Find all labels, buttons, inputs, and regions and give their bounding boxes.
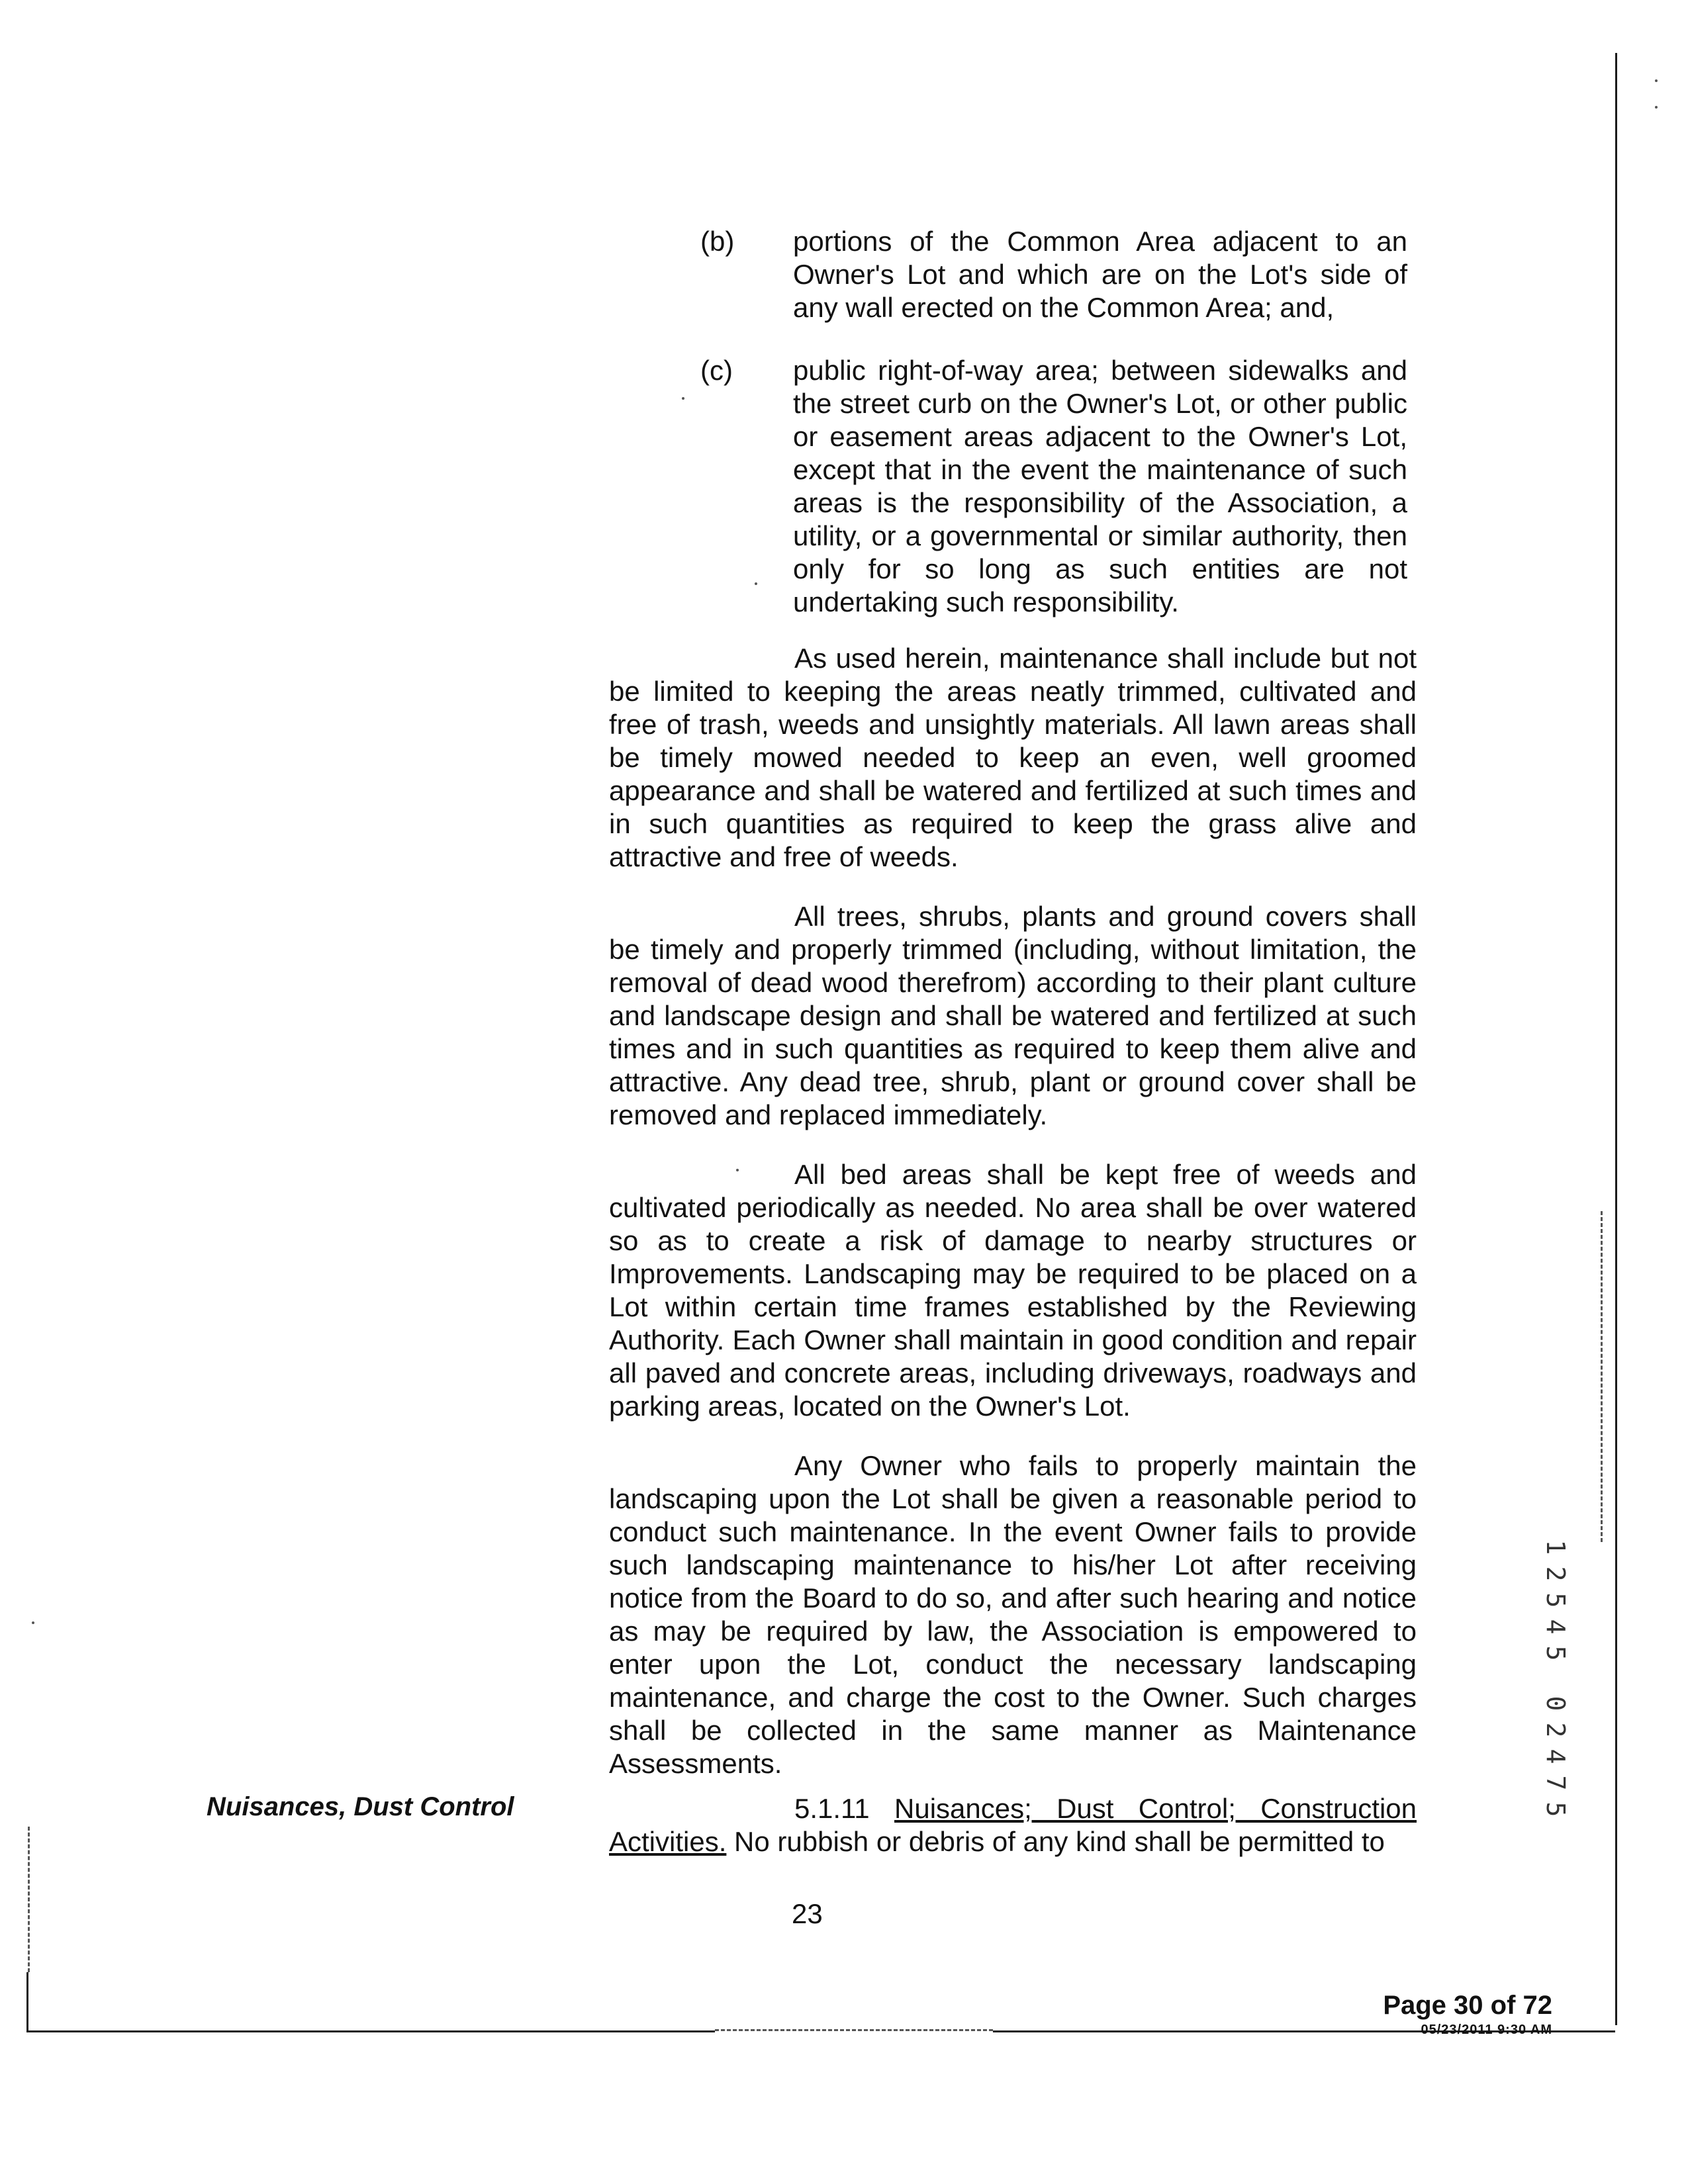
scan-border-right bbox=[1615, 53, 1617, 2025]
stamp-digit: 0 bbox=[1541, 1696, 1570, 1711]
scan-border-bottom bbox=[26, 2030, 715, 2032]
scan-speck bbox=[682, 397, 684, 400]
paragraph-maintenance-definition bbox=[609, 642, 1417, 874]
section-5-1-11 bbox=[609, 1792, 1417, 1858]
stamp-digit: 1 bbox=[1541, 1539, 1570, 1555]
list-item-label: (c) bbox=[700, 355, 733, 386]
list-item-text: portions of the Common Area adjacent to an Owner's Lot and which are on the Lot's side of any wall erected on the Common Area; and, bbox=[793, 226, 1407, 323]
stamp-digit: 5 bbox=[1541, 1801, 1570, 1817]
stamp-digit: 4 bbox=[1541, 1619, 1570, 1635]
paragraph-owner-failure bbox=[609, 1449, 1417, 1780]
scan-border-left bbox=[26, 1972, 28, 2032]
scan-speck bbox=[1655, 106, 1658, 109]
paragraph-text: All trees, shrubs, plants and ground covers shall be timely and properly trimmed (including, without limitation, the removal of dead wood therefrom) according to their plant culture and landscape design and shall be watered and fertilized at such times and in such quantities as required to keep them alive and attractive. Any dead tree, shrub, plant or ground cover shall be removed and replaced immediately. bbox=[609, 901, 1417, 1130]
page-number: 23 bbox=[792, 1898, 823, 1929]
section-title: Nuisances; Dust Control; Construction Activities. bbox=[609, 1793, 1417, 1857]
scan-speck bbox=[32, 1621, 34, 1624]
list-item-text: public right-of-way area; between sidewalks and the street curb on the Owner's Lot, or other public or easement areas adjacent to the Owner's Lot, except that in the event the maintenance of such areas is the responsibility of the Association, a utility, or a governmental or similar authority, then only for so long as such entities are not undertaking such responsibility. bbox=[793, 355, 1407, 617]
scan-speck bbox=[1655, 79, 1658, 82]
paragraph-text: As used herein, maintenance shall include but not be limited to keeping the areas neatly trimmed, cultivated and free of trash, weeds and unsightly materials. All lawn areas shall be timely mowed needed to keep an even, well groomed appearance and shall be watered and fertilized at such times and in such quantities as required to keep the grass alive and attractive and free of weeds. bbox=[609, 643, 1417, 872]
recorder-timestamp: 05/23/2011 9:30 AM bbox=[1421, 2023, 1552, 2037]
stamp-digit: 2 bbox=[1541, 1566, 1570, 1582]
margin-heading: Nuisances, Dust Control bbox=[207, 1792, 514, 1821]
scan-border-left-dashed bbox=[28, 1827, 30, 1972]
paragraph-text: All bed areas shall be kept free of weeds and cultivated periodically as needed. No area shall be over watered so as to create a risk of damage to nearby structures or Improvements. Landscaping may be required to be placed on a Lot within certain time frames established by the Reviewing Authority. Each Owner shall maintain in good condition and repair all paved and concrete areas, including driveways, roadways and parking areas, located on the Owner's Lot. bbox=[609, 1159, 1417, 1422]
scan-speck bbox=[755, 582, 757, 585]
paragraph-trees-shrubs bbox=[609, 900, 1417, 1132]
stamp-digit: 5 bbox=[1541, 1592, 1570, 1608]
stamp-digit: 4 bbox=[1541, 1749, 1570, 1764]
stamp-digit: 7 bbox=[1541, 1775, 1570, 1791]
section-text: No rubbish or debris of any kind shall be permitted to bbox=[734, 1826, 1385, 1857]
recording-stamp bbox=[1539, 1534, 1572, 1823]
scan-border-bottom-dashed bbox=[715, 2029, 993, 2031]
stamp-digit: 5 bbox=[1541, 1645, 1570, 1661]
list-item-label: (b) bbox=[700, 226, 735, 257]
section-number: 5.1.11 bbox=[794, 1793, 870, 1824]
scan-border-right-dashed bbox=[1601, 1211, 1603, 1542]
recorder-page-count: Page 30 of 72 bbox=[1383, 1991, 1552, 2020]
paragraph-bed-areas bbox=[609, 1158, 1417, 1423]
stamp-digit: 2 bbox=[1541, 1722, 1570, 1738]
paragraph-text: Any Owner who fails to properly maintain the landscaping upon the Lot shall be given a reasonable period to conduct such maintenance. In the event Owner fails to provide such landscaping maintenance to his/her Lot after receiving notice from the Board to do so, and after such hearing and notice as may be required by law, the Association is empowered to enter upon the Lot, conduct the necessary landscaping maintenance, and charge the cost to the Owner. Such charges shall be collected in the same manner as Maintenance Assessments. bbox=[609, 1450, 1417, 1779]
